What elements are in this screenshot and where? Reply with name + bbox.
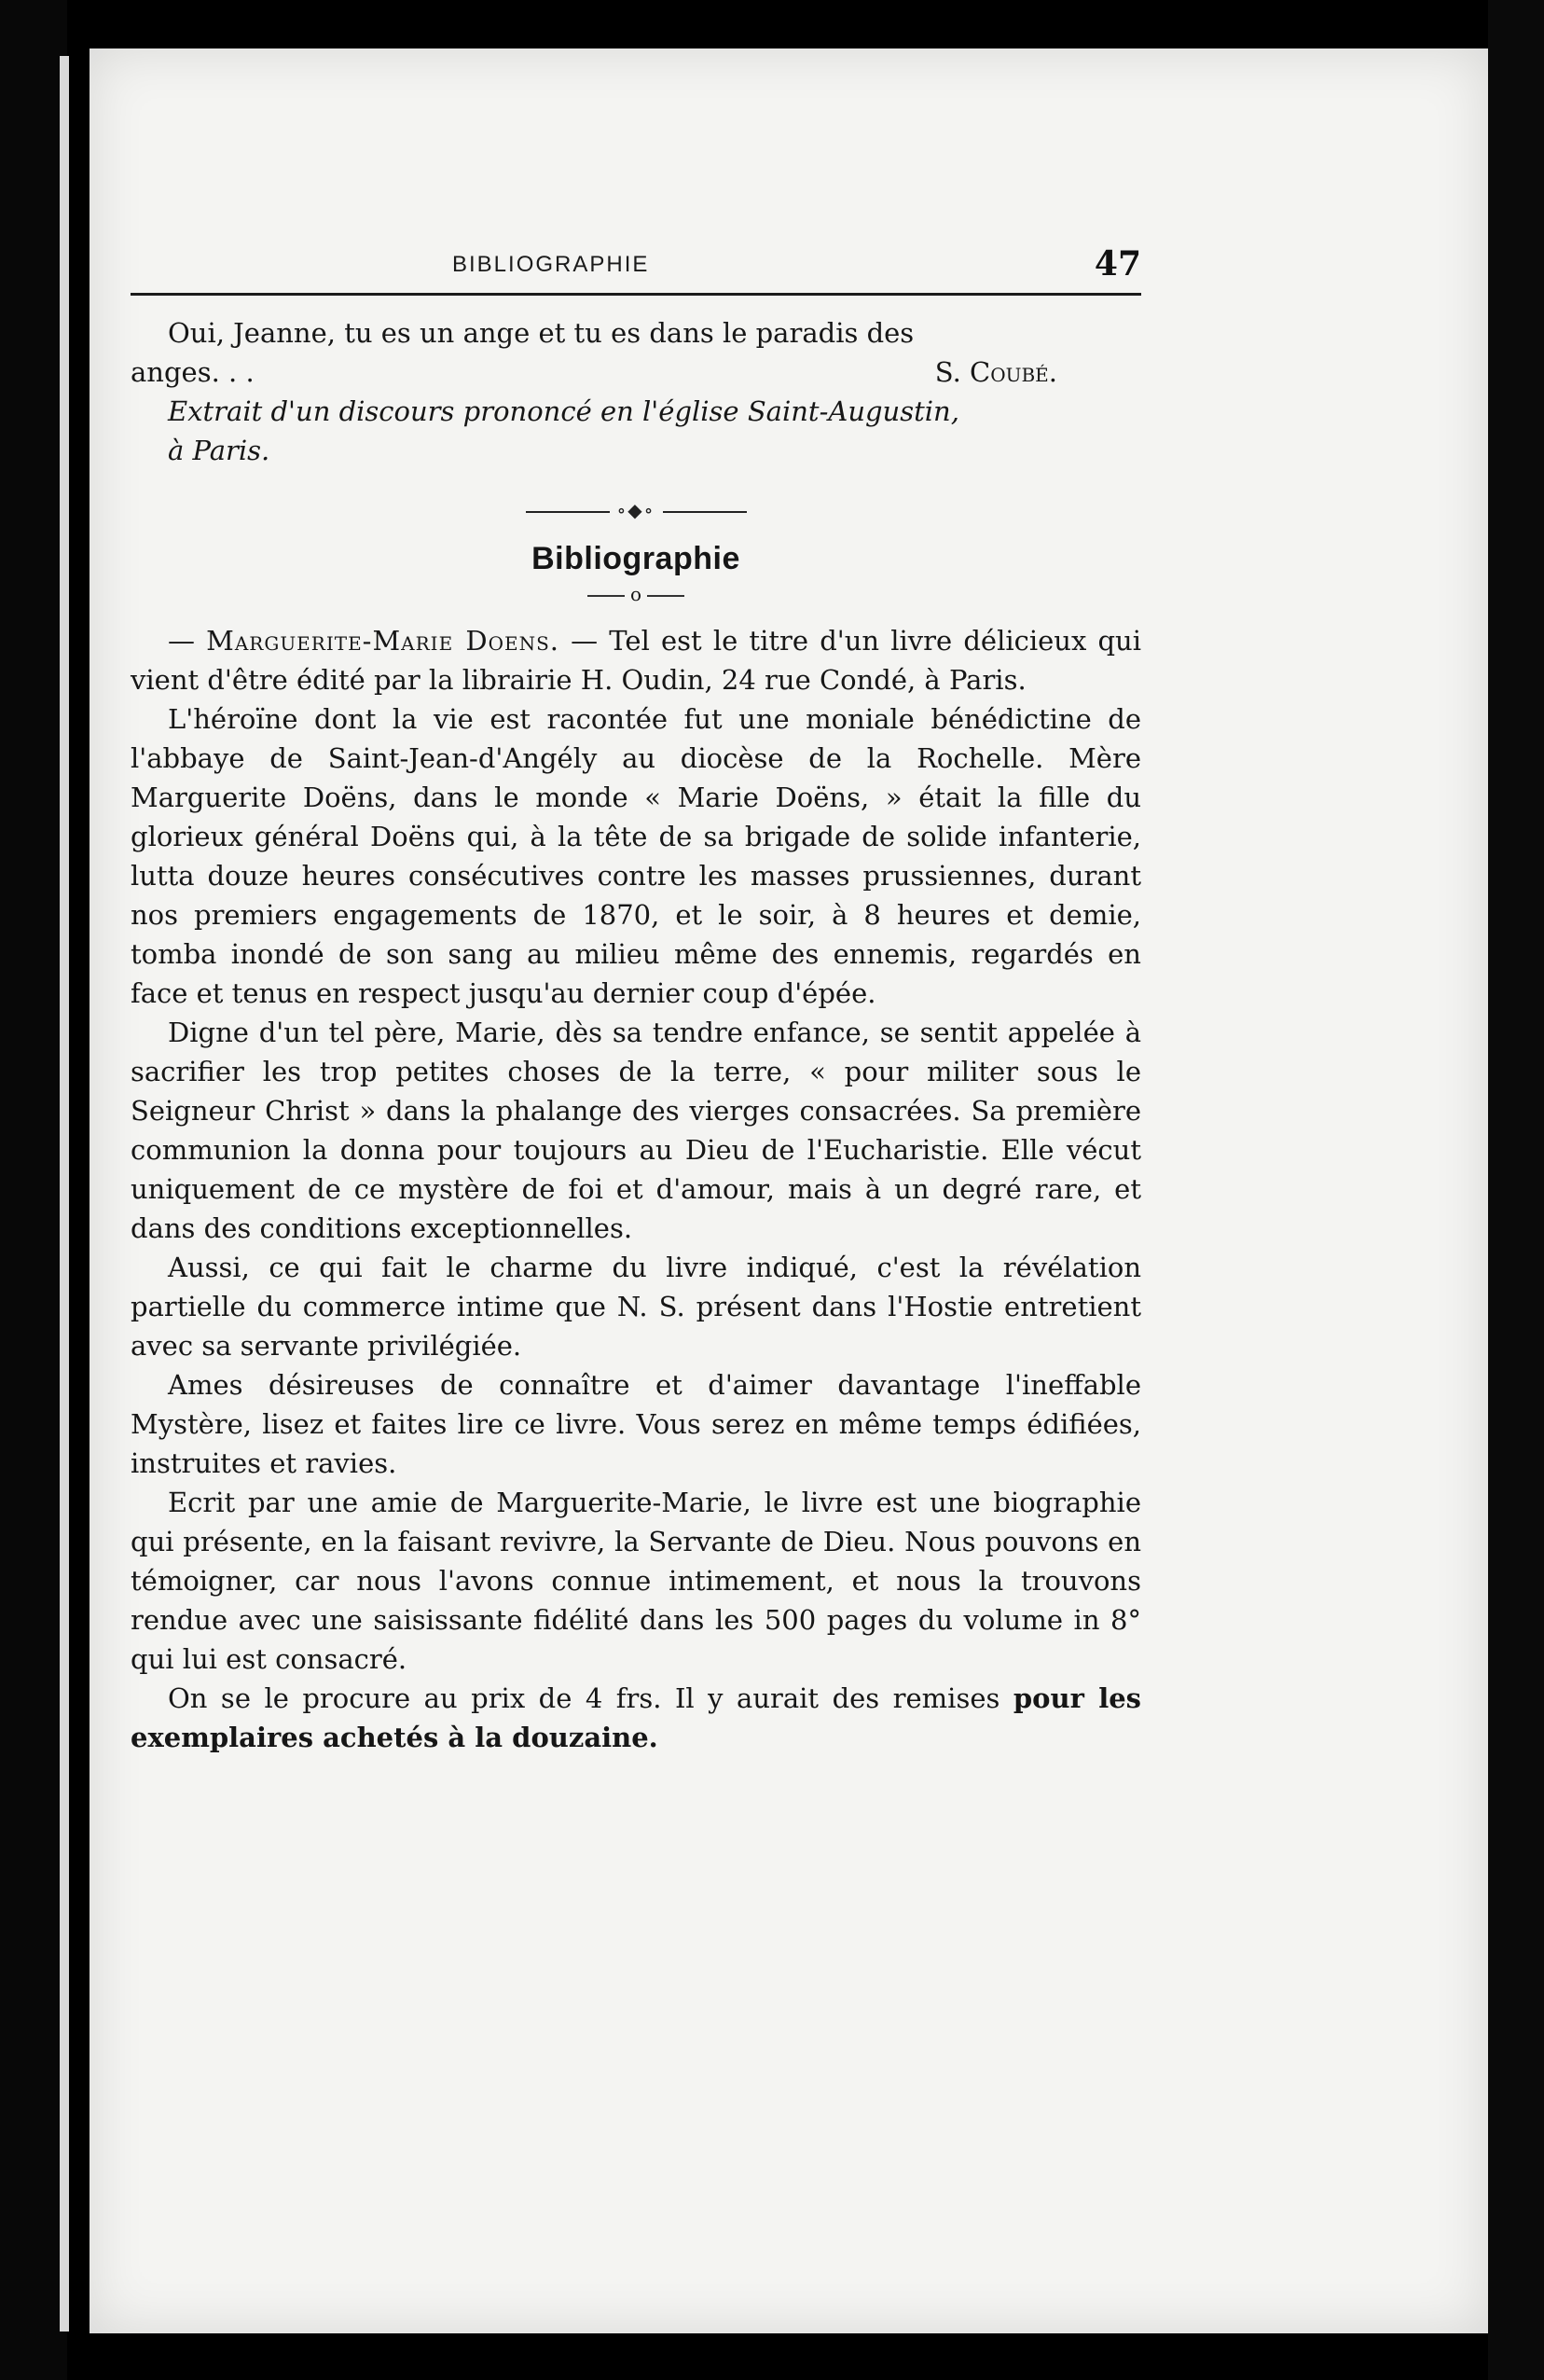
running-title: BIBLIOGRAPHIE [452, 252, 650, 277]
divider-ornament: ∘◆∘ [616, 499, 655, 521]
paragraph-3: Digne d'un tel père, Marie, dès sa tendre enfance, se sentit appelée à sacrifier les trop petites choses de la terre, « pour militer sous le Seigneur Christ » dans la phalange des vierges consacrées. Sa première communion la donna pour toujours au Dieu de l'Eucharistie. Elle vécut uniquement de ce mystère de foi et d'amour, mais à un degré rare, et dans des conditions exceptionnelles. [131, 1017, 1141, 1244]
small-divider-bar-right [647, 595, 684, 597]
small-divider-ornament: o [629, 583, 642, 605]
paragraph-7-start: On se le procure au prix de 4 frs. Il y aurait des remises [168, 1682, 1000, 1714]
scan-edge-left [0, 0, 67, 2380]
header-rule [131, 293, 1141, 296]
paragraph-4: Aussi, ce qui fait le charme du livre indiqué, c'est la révélation partielle du commerce intime que N. S. présent dans l'Hostie entretient avec sa servante privilégiée. [131, 1252, 1141, 1362]
small-divider [131, 574, 1141, 614]
page-header [131, 203, 1141, 287]
quote-extract: Extrait d'un discours prononcé en l'église Saint-Augustin, [168, 395, 959, 427]
quote-extract-place: à Paris. [168, 435, 270, 466]
ornament-divider [131, 491, 1141, 530]
scan-edge-strip [60, 56, 69, 2332]
section-title: Bibliographie [531, 541, 740, 576]
quote-signature: S. Coubé. [934, 356, 1057, 388]
quote-line-1: Oui, Jeanne, tu es un ange et tu es dans le paradis des [168, 317, 915, 349]
paragraph-1-dash: — [168, 625, 195, 657]
quote-line-2: anges. . . [131, 356, 255, 388]
small-divider-bar-left [587, 595, 625, 597]
page-number: 47 [1094, 244, 1141, 284]
paragraph-1-text: — Tel est le titre d'un livre délicieux qui vient d'être édité par la librairie H. Oudin, 24 rue Condé, à Paris. [131, 625, 1142, 696]
paragraph-7 [131, 1679, 1141, 1757]
paragraph-6: Ecrit par une amie de Marguerite-Marie, le livre est une biographie qui présente, en la faisant revivre, la Servante de Dieu. Nous pouvons en témoigner, car nous l'avons connue intimement, et nous la trouvons rendue avec une saisissante fidélité dans les 500 pages du volume in 8° qui lui est consacré. [131, 1487, 1141, 1675]
quote-signature-row [131, 353, 1141, 392]
paragraph-1 [131, 621, 1141, 699]
scan-edge-right [1488, 0, 1544, 2380]
paragraph-7-end: pour les exemplaires achetés à la douzaine. [131, 1682, 1142, 1753]
paragraph-2: L'héroïne dont la vie est racontée fut une moniale bénédictine de l'abbaye de Saint-Jean-d'Angély au diocèse de la Rochelle. Mère Marguerite Doëns, dans le monde « Marie Doëns, » était la fille du glorieux général Doëns qui, à la tête de sa brigade de solide infanterie, lutta douze heures consécutives contre les masses prussiennes, durant nos premiers engagements de 1870, et le soir, à 8 heures et demie, tomba inondé de son sang au milieu même des ennemis, regardés en face et tenus en respect jusqu'au dernier coup d'épée. [131, 703, 1141, 1009]
paragraph-5: Ames désireuses de connaître et d'aimer davantage l'ineffable Mystère, lisez et faites lire ce livre. Vous serez en même temps édifiées, instruites et ravies. [131, 1369, 1141, 1479]
divider-bar-left [526, 511, 610, 513]
page-body [131, 313, 1141, 1757]
book-title: Marguerite-Marie Doens. [206, 625, 559, 657]
divider-bar-right [663, 511, 747, 513]
